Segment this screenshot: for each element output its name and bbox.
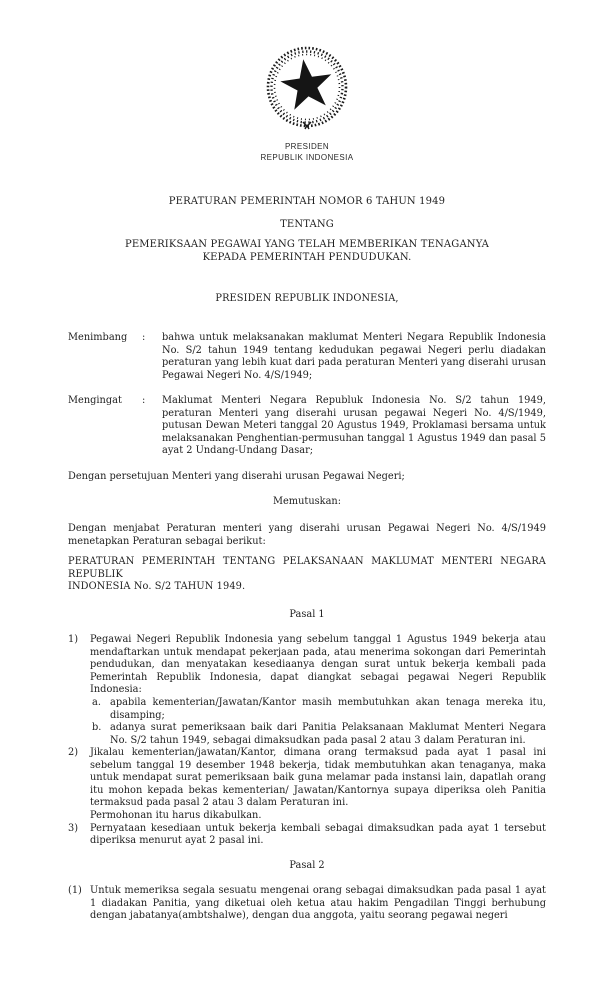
title-subject-line2: KEPADA PEMERINTAH PENDUDUKAN. <box>202 251 412 263</box>
pasal-1-heading: Pasal 1 <box>289 608 325 620</box>
letterhead <box>68 142 546 163</box>
presidential-seal <box>68 45 546 137</box>
title-regulation-number: PERATURAN PEMERINTAH NOMOR 6 TAHUN 1949 <box>168 196 446 207</box>
item-text: Jikalau kementerian/jawatan/Kantor, dimana orang termaksud pada ayat 1 pasal ini sebelum tanggal 19 desember 1948 bekerja, tidak membutuhkan akan tenaganya, maka untuk mendapat surat pemeriksaan baik guna melamar pada instansi lain, dapatlah orang itu mohon kepada bekas kementerian/ Jawatan/Kantornya supaya diperiksa oleh Panitia termaksud pada pasal 2 atau 3 dalam Peraturan ini. <box>90 747 546 809</box>
decision-title-line3: INDONESIA No. S/2 TAHUN 1949. <box>68 581 246 593</box>
mengingat-colon: : <box>142 395 146 407</box>
mengingat-label: Mengingat <box>68 395 122 407</box>
item-text-2: Permohonan itu harus dikabulkan. <box>90 809 262 821</box>
pasal1-item-1-sub-a <box>92 697 546 722</box>
star-icon <box>278 56 336 111</box>
consideration-mengingat <box>68 395 546 458</box>
decision-title-line2: REPUBLIK <box>68 568 123 580</box>
decision-title <box>68 556 546 594</box>
decision-intro: Dengan menjabat Peraturan menteri yang diserahi urusan Pegawai Negeri No. 4/S/1949 menetapkan Peraturan sebagai berikut: <box>68 523 546 547</box>
sub-item-marker: b. <box>92 722 102 734</box>
decision-section <box>68 496 546 593</box>
salutation: PRESIDEN REPUBLIK INDONESIA, <box>215 293 399 304</box>
mengingat-text: Maklumat Menteri Negara Republuk Indonesia No. S/2 tahun 1949, peraturan Menteri yang diserahi urusan pegawai Negeri No. 4/S/1949, putusan Dewan Meteri tanggal 20 Agustus 1949, Proklamasi bersama untuk melaksanakan Penghentian-permusuhan tanggal 1 Agustus 1949 dan pasal 5 ayat 2 Undang-Undang Dasar; <box>162 395 546 457</box>
title-tentang: TENTANG <box>280 218 334 230</box>
pasal1-item-1 <box>68 634 546 747</box>
sub-item-marker: a. <box>92 697 101 709</box>
item-number: 2) <box>68 747 79 759</box>
pasal-2-section <box>68 860 546 923</box>
decision-title-line1: PERATURAN PEMERINTAH TENTANG PELAKSANAAN MAKLUMAT MENTERI NEGARA <box>68 556 546 568</box>
item-number: 1) <box>68 634 79 646</box>
star-wreath-icon <box>261 45 353 133</box>
agreement-line: Dengan persetujuan Menteri yang diserahi urusan Pegawai Negeri; <box>68 470 405 482</box>
pasal1-item-1-sub-b <box>92 722 546 747</box>
sub-item-text: apabila kementerian/Jawatan/Kantor masih membutuhkan akan tenaga mereka itu, disamping; <box>110 697 546 721</box>
item-number: 3) <box>68 822 79 834</box>
pasal1-item-2 <box>68 747 546 822</box>
menimbang-text: bahwa untuk melaksanakan maklumat Menteri Negara Republik Indonesia No. S/2 tahun 1949 tentang kedudukan pegawai Negeri perlu diadakan peraturan yang lebih kuat dari pada peraturan Menteri yang diserahi urusan Pegawai Negeri No. 4/S/1949; <box>162 332 546 381</box>
menimbang-label: Menimbang <box>68 332 128 343</box>
pasal2-item-1 <box>68 885 546 923</box>
pasal1-item-3 <box>68 823 546 848</box>
sub-item-text: adanya surat pemeriksaan baik dari Panitia Pelaksanaan Maklumat Menteri Negara No. S/2 tahun 1949, sebagai dimaksudkan pada pasal 2 atau 3 dalam Peraturan ini. <box>110 722 546 746</box>
memutuskan-heading: Memutuskan: <box>272 496 342 508</box>
preamble <box>68 332 546 483</box>
letterhead-republik-indonesia: REPUBLIK INDONESIA <box>260 152 354 162</box>
item-text: Pernyataan kesediaan untuk bekerja kembali sebagai dimaksudkan pada ayat 1 tersebut diperiksa menurut ayat 2 pasal ini. <box>90 822 546 847</box>
item-text: Untuk memeriksa segala sesuatu mengenai orang sebagai dimaksudkan pada pasal 1 ayat 1 diadakan Panitia, yang diketuai oleh ketua atau hakim Pengadilan Tinggi berhubung dengan jabatanya(ambtshalwe), dengan dua anggota, yaitu seorang pegawai negeri <box>90 885 546 922</box>
consideration-menimbang <box>68 332 546 382</box>
pasal-2-heading: Pasal 2 <box>289 859 325 871</box>
item-number: (1) <box>68 885 82 897</box>
pasal-1-section <box>68 609 546 848</box>
menimbang-colon: : <box>142 332 146 343</box>
title-subject-line1: PEMERIKSAAN PEGAWAI YANG TELAH MEMBERIKAN TENAGANYA <box>124 239 490 250</box>
item-text: Pegawai Negeri Republik Indonesia yang sebelum tanggal 1 Agustus 1949 bekerja atau mendaftarkan untuk mendapat pekerjaan pada, atau menerima sokongan dari Pemerintah pendudukan, dan menyatakan kesediaanya dengan surat untuk bekerja kembali pada Pemerintah Republik Indonesia, dapat diangkat sebagai pegawai Negeri Republik Indonesia: <box>90 634 546 696</box>
letterhead-presiden: PRESIDEN <box>284 142 330 151</box>
document-title <box>68 196 546 264</box>
